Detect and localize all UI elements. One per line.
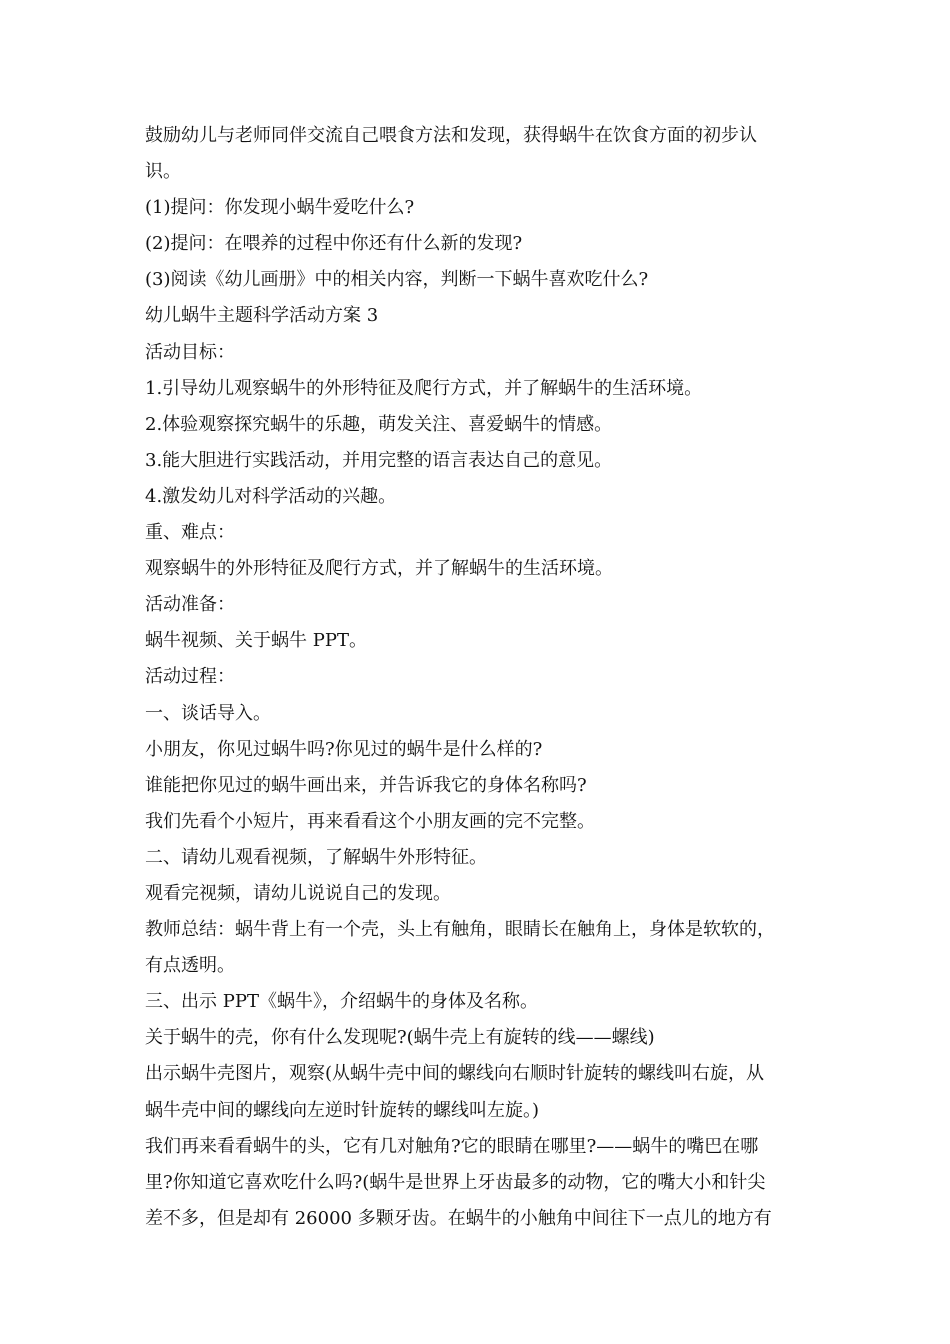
text-line: 我们再来看看蜗牛的头，它有几对触角?它的眼睛在哪里?——蜗牛的嘴巴在哪	[145, 1135, 759, 1157]
section-heading: 活动目标：	[145, 341, 235, 363]
text-line: 观察蜗牛的外形特征及爬行方式，并了解蜗牛的生活环境。	[145, 558, 613, 580]
question-line: (3)阅读《幼儿画册》中的相关内容，判断一下蜗牛喜欢吃什么?	[145, 269, 649, 291]
text-line: 有点透明。	[145, 955, 235, 977]
text-line: 教师总结：蜗牛背上有一个壳，头上有触角，眼睛长在触角上，身体是软软的，	[145, 919, 775, 941]
step-heading: 二、请幼儿观看视频，了解蜗牛外形特征。	[145, 846, 487, 868]
question-line: (1)提问：你发现小蜗牛爱吃什么?	[145, 197, 415, 219]
goal-item: 1.引导幼儿观察蜗牛的外形特征及爬行方式，并了解蜗牛的生活环境。	[145, 377, 703, 399]
section-heading: 重、难点：	[145, 522, 235, 544]
text-line: 关于蜗牛的壳，你有什么发现呢?(蜗牛壳上有旋转的线——螺线)	[145, 1027, 655, 1049]
text-line: 识。	[145, 161, 181, 183]
text-line: 观看完视频，请幼儿说说自己的发现。	[145, 882, 451, 904]
text-line: 蜗牛壳中间的螺线向左逆时针旋转的螺线叫左旋。)	[145, 1099, 540, 1121]
text-line: 差不多，但是却有 26000 多颗牙齿。在蜗牛的小触角中间往下一点儿的地方有	[145, 1207, 772, 1229]
goal-item: 4.激发幼儿对科学活动的兴趣。	[145, 485, 397, 507]
text-line: 小朋友，你见过蜗牛吗?你见过的蜗牛是什么样的?	[145, 738, 543, 760]
text-line: 蜗牛视频、关于蜗牛 PPT。	[145, 630, 367, 652]
goal-item: 3.能大胆进行实践活动，并用完整的语言表达自己的意见。	[145, 449, 613, 471]
section-heading: 活动准备：	[145, 594, 235, 616]
text-line: 谁能把你见过的蜗牛画出来，并告诉我它的身体名称吗?	[145, 774, 587, 796]
text-line: 出示蜗牛壳图片，观察(从蜗牛壳中间的螺线向右顺时针旋转的螺线叫右旋，从	[145, 1063, 765, 1085]
section-title: 幼儿蜗牛主题科学活动方案 3	[145, 305, 379, 327]
question-line: (2)提问：在喂养的过程中你还有什么新的发现?	[145, 233, 523, 255]
step-heading: 三、出示 PPT《蜗牛》，介绍蜗牛的身体及名称。	[145, 991, 538, 1013]
text-line: 里?你知道它喜欢吃什么吗?(蜗牛是世界上牙齿最多的动物，它的嘴大小和针尖	[145, 1171, 766, 1193]
text-line: 鼓励幼儿与老师同伴交流自己喂食方法和发现，获得蜗牛在饮食方面的初步认	[145, 125, 757, 146]
goal-item: 2.体验观察探究蜗牛的乐趣，萌发关注、喜爱蜗牛的情感。	[145, 413, 613, 435]
step-heading: 一、谈话导入。	[145, 702, 271, 724]
text-line: 我们先看个小短片，再来看看这个小朋友画的完不完整。	[145, 810, 595, 832]
section-heading: 活动过程：	[145, 666, 235, 688]
document-body	[145, 118, 820, 1237]
